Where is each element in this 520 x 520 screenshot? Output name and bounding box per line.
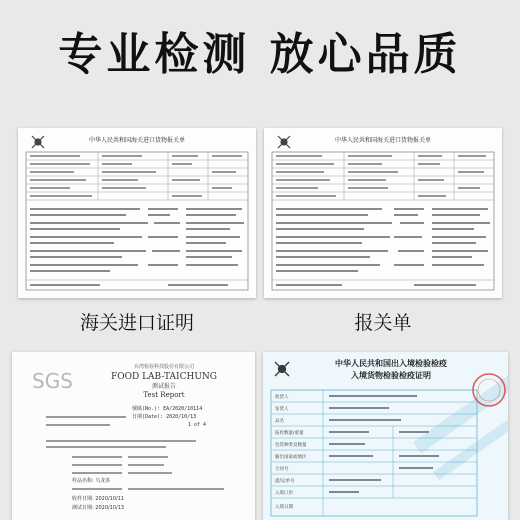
caption-customs-declaration: 报关单 xyxy=(354,312,412,334)
section-divider xyxy=(0,338,520,352)
svg-text:输出国家或地区: 输出国家或地区 xyxy=(275,455,307,460)
sgs-page-number: 1 of 4 xyxy=(188,422,207,428)
headline: 专业检测 放心品质 xyxy=(58,29,462,80)
customs-form-drawing xyxy=(264,128,502,298)
sgs-field-received: 收样日期: 2020/10/11 xyxy=(72,496,125,502)
customs-form-title-left: 中华人民共和国海关进口货物报关单 xyxy=(88,137,186,144)
sgs-test-report xyxy=(12,352,255,520)
customs-form-title-right: 中华人民共和国海关进口货物报关单 xyxy=(334,137,432,144)
customs-declaration-right xyxy=(264,128,502,298)
caption-customs-import-proof: 海关进口证明 xyxy=(79,312,194,334)
svg-text:品名: 品名 xyxy=(275,419,284,424)
sgs-field-sample: 样品名称: 乌龙茶 xyxy=(72,478,111,484)
customs-emblem-icon xyxy=(278,136,290,148)
sgs-report-number: 號碼(No.): EA/2020/10114 xyxy=(132,406,203,412)
inspection-emblem-icon xyxy=(275,362,289,376)
sgs-report-drawing xyxy=(12,352,255,520)
sgs-report-title-cn: 测试报告 xyxy=(151,383,177,390)
svg-text:收货人: 收货人 xyxy=(275,395,289,400)
sgs-report-date: 日期(Date): 2020/10/13 xyxy=(132,414,197,420)
svg-text:合同号: 合同号 xyxy=(275,467,289,472)
svg-text:发货人: 发货人 xyxy=(275,407,289,412)
svg-text:包装种类及数量: 包装种类及数量 xyxy=(275,443,307,448)
svg-text:入境日期: 入境日期 xyxy=(275,505,293,510)
inspection-quarantine-certificate xyxy=(263,352,508,520)
customs-declaration-left xyxy=(18,128,256,298)
svg-text:报检数量/重量: 报检数量/重量 xyxy=(275,431,304,436)
inspection-cert-drawing xyxy=(263,352,508,520)
svg-text:提/运单号: 提/运单号 xyxy=(275,479,295,484)
sgs-lab-title-cn: 台湾检验科技股份有限公司 xyxy=(133,364,195,370)
customs-form-drawing xyxy=(18,128,256,298)
inspection-title-line1: 中华人民共和国出入境检验检疫 xyxy=(335,359,447,368)
sgs-logo: SGS xyxy=(32,369,73,393)
sgs-lab-title-en: FOOD LAB-TAICHUNG xyxy=(110,372,218,382)
inspection-row-labels xyxy=(275,393,307,510)
svg-text:入境口岸: 入境口岸 xyxy=(275,491,293,496)
sgs-report-title-en: Test Report xyxy=(143,391,185,399)
page-header xyxy=(0,0,520,100)
customs-emblem-icon xyxy=(32,136,44,148)
inspection-title-line2: 入境货物检验检疫证明 xyxy=(351,371,431,380)
sgs-field-tested: 测试日期: 2020/10/13 xyxy=(72,505,125,511)
